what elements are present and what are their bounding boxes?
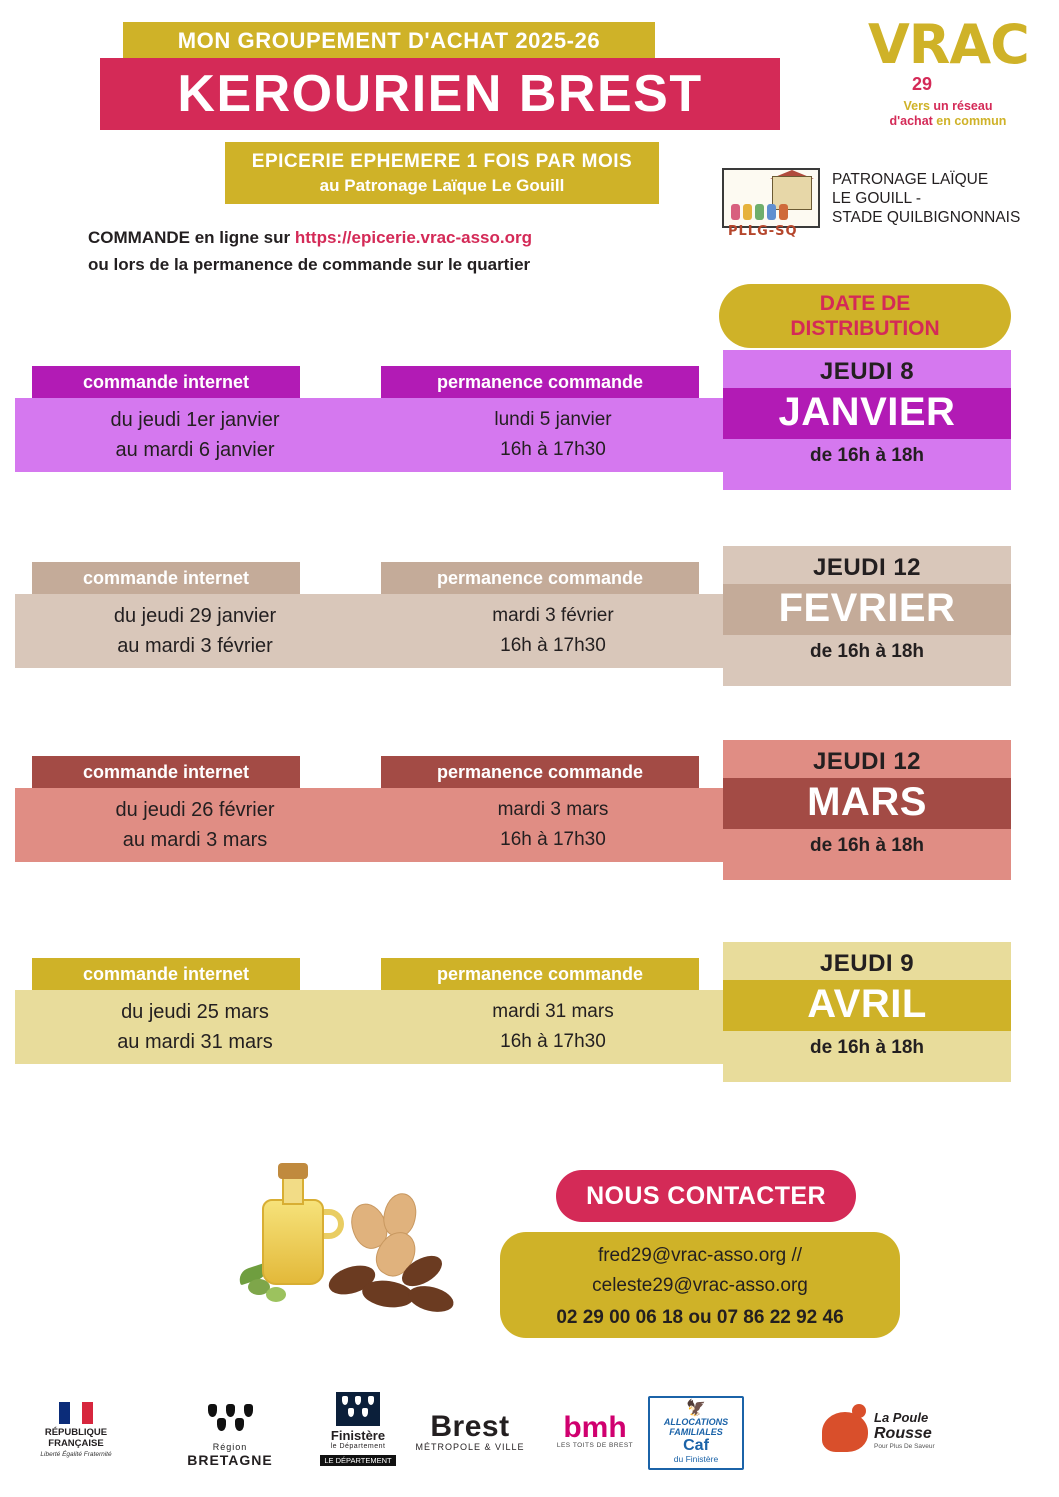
distribution-hours: de 16h à 18h (809, 1037, 925, 1058)
distribution-date (723, 740, 1011, 880)
order-line-2: ou lors de la permanence de commande sur le quartier (88, 255, 531, 274)
distribution-day: JEUDI 8 (819, 358, 915, 385)
contact-email-2[interactable]: celeste29@vrac-asso.org (592, 1275, 808, 1296)
permanence-line-2: 16h à 17h30 (500, 1031, 606, 1052)
vrac-tagline (868, 99, 1028, 129)
order-window-line-2: au mardi 6 janvier (115, 439, 275, 461)
partner-name (832, 170, 1042, 227)
permanence-line-2: 16h à 17h30 (500, 635, 606, 656)
tagline-2b: en commun (936, 114, 1007, 128)
contact-phone[interactable]: 02 29 00 06 18 ou 07 86 22 92 46 (556, 1307, 844, 1328)
distribution-month: MARS (723, 778, 1011, 829)
logo-finistere (310, 1392, 406, 1468)
label-permanence-commande: permanence commande (381, 756, 699, 788)
permanence-line-2: 16h à 17h30 (500, 439, 606, 460)
order-window-line-1: du jeudi 1er janvier (110, 409, 280, 431)
french-flag-icon (59, 1402, 93, 1424)
page-title (100, 58, 780, 130)
footer-logos (0, 1382, 1059, 1492)
order-line-1 (88, 224, 688, 251)
label-permanence-commande: permanence commande (381, 562, 699, 594)
rf-motto: Liberté Égalité Fraternité (40, 1451, 112, 1458)
caf-line-1: ALLOCATIONS FAMILIALES (663, 1417, 729, 1437)
ermine-icon (202, 1402, 258, 1442)
caf-bird-icon: 🦅 (686, 1400, 706, 1417)
distribution-hours: de 16h à 18h (809, 445, 925, 466)
distribution-header-line-1: DATE DE (819, 292, 911, 315)
patronage-illustration-icon (722, 168, 820, 228)
bretagne-line-2: BRETAGNE (187, 1452, 273, 1468)
logo-brest (405, 1410, 535, 1452)
distribution-month: AVRIL (723, 980, 1011, 1031)
order-window-line-1: du jeudi 29 janvier (113, 605, 277, 627)
label-commande-internet: commande internet (32, 366, 300, 398)
bmh-sub: LES TOITS DE BREST (556, 1442, 634, 1449)
order-window (15, 990, 375, 1064)
food-illustration-icon (232, 1163, 472, 1323)
brest-name: Brest (430, 1410, 510, 1443)
order-prefix: COMMANDE en ligne sur (88, 228, 295, 247)
tagline-1a: Vers (903, 99, 934, 113)
permanence-line-1: mardi 3 mars (497, 799, 609, 820)
bmh-name: bmh (563, 1411, 627, 1444)
top-banner: MON GROUPEMENT D'ACHAT 2025-26 (123, 22, 655, 60)
order-url[interactable]: https://epicerie.vrac-asso.org (294, 228, 532, 247)
permanence-line-1: mardi 31 mars (492, 1001, 614, 1022)
distribution-hours: de 16h à 18h (809, 835, 925, 856)
permanence-window (375, 594, 731, 668)
caf-line-3: du Finistère (673, 1454, 719, 1464)
order-window-line-1: du jeudi 25 mars (121, 1001, 269, 1023)
brest-sub: MÉTROPOLE & VILLE (415, 1442, 525, 1452)
vrac-department-number: 29 (912, 74, 933, 94)
distribution-date (723, 350, 1011, 490)
order-window (15, 788, 375, 862)
logo-region-bretagne (175, 1402, 285, 1468)
permanence-window (375, 398, 731, 472)
poule-line-3: Pour Plus De Saveur (874, 1443, 935, 1450)
partner-logo-caption: PLLG-SQ (728, 224, 798, 239)
order-window-line-2: au mardi 3 mars (122, 829, 268, 851)
finistere-name: Finistère (330, 1428, 386, 1443)
partner-name-line-3: STADE QUILBIGNONNAIS (832, 209, 1021, 226)
contact-email-1[interactable]: fred29@vrac-asso.org // (597, 1245, 803, 1266)
order-window-line-1: du jeudi 26 février (115, 799, 275, 821)
distribution-day: JEUDI 12 (812, 554, 922, 581)
poster-header (0, 0, 1059, 290)
permanence-window (375, 788, 731, 862)
subtitle-block (225, 142, 659, 204)
partner-name-line-1: PATRONAGE LAÏQUE (832, 171, 989, 188)
finistere-tag: LE DÉPARTEMENT (320, 1455, 395, 1466)
poule-line-1: La Poule (874, 1410, 929, 1425)
distribution-month: FEVRIER (723, 584, 1011, 635)
label-permanence-commande: permanence commande (381, 366, 699, 398)
order-window (15, 398, 375, 472)
vrac-wordmark: VRAC (868, 13, 1029, 76)
order-window-line-2: au mardi 31 mars (117, 1031, 273, 1053)
rf-line-2: FRANÇAISE (48, 1438, 104, 1449)
partner-logo-block (722, 168, 1042, 240)
distribution-header-line-2: DISTRIBUTION (790, 317, 940, 340)
distribution-hours: de 16h à 18h (809, 641, 925, 662)
subtitle-line-2: au Patronage Laïque Le Gouill (319, 175, 565, 195)
vrac-logo (868, 13, 1029, 168)
distribution-day: JEUDI 9 (819, 950, 915, 977)
rf-line-1: RÉPUBLIQUE (44, 1427, 108, 1438)
contact-title: NOUS CONTACTER (556, 1170, 856, 1222)
distribution-month: JANVIER (723, 388, 1011, 439)
distribution-date-header (719, 284, 1011, 348)
label-commande-internet: commande internet (32, 562, 300, 594)
label-commande-internet: commande internet (32, 958, 300, 990)
permanence-line-2: 16h à 17h30 (500, 829, 606, 850)
distribution-date (723, 942, 1011, 1082)
caf-line-2: Caf (683, 1437, 709, 1454)
hen-icon (822, 1412, 868, 1452)
order-instructions (88, 224, 688, 278)
logo-caf (648, 1396, 748, 1470)
finistere-shield-icon (336, 1392, 380, 1426)
order-window (15, 594, 375, 668)
tagline-1b: un réseau (933, 99, 993, 113)
label-commande-internet: commande internet (32, 756, 300, 788)
partner-name-line-2: LE GOUILL - (832, 190, 922, 207)
bretagne-line-1: Région (212, 1442, 248, 1452)
distribution-date (723, 546, 1011, 686)
poule-line-2: Rousse (874, 1425, 932, 1442)
logo-bmh (540, 1411, 650, 1449)
contact-details (500, 1232, 900, 1338)
finistere-sub: le Département (330, 1443, 386, 1450)
permanence-window (375, 990, 731, 1064)
label-permanence-commande: permanence commande (381, 958, 699, 990)
subtitle-line-1: EPICERIE EPHEMERE 1 FOIS PAR MOIS (251, 150, 633, 172)
logo-republique-francaise (28, 1402, 124, 1459)
tagline-2a: d'achat (889, 114, 937, 128)
order-window-line-2: au mardi 3 février (117, 635, 273, 657)
permanence-line-1: lundi 5 janvier (494, 409, 612, 430)
page-title-text: KEROURIEN BREST (177, 65, 703, 123)
permanence-line-1: mardi 3 février (492, 605, 614, 626)
distribution-day: JEUDI 12 (812, 748, 922, 775)
